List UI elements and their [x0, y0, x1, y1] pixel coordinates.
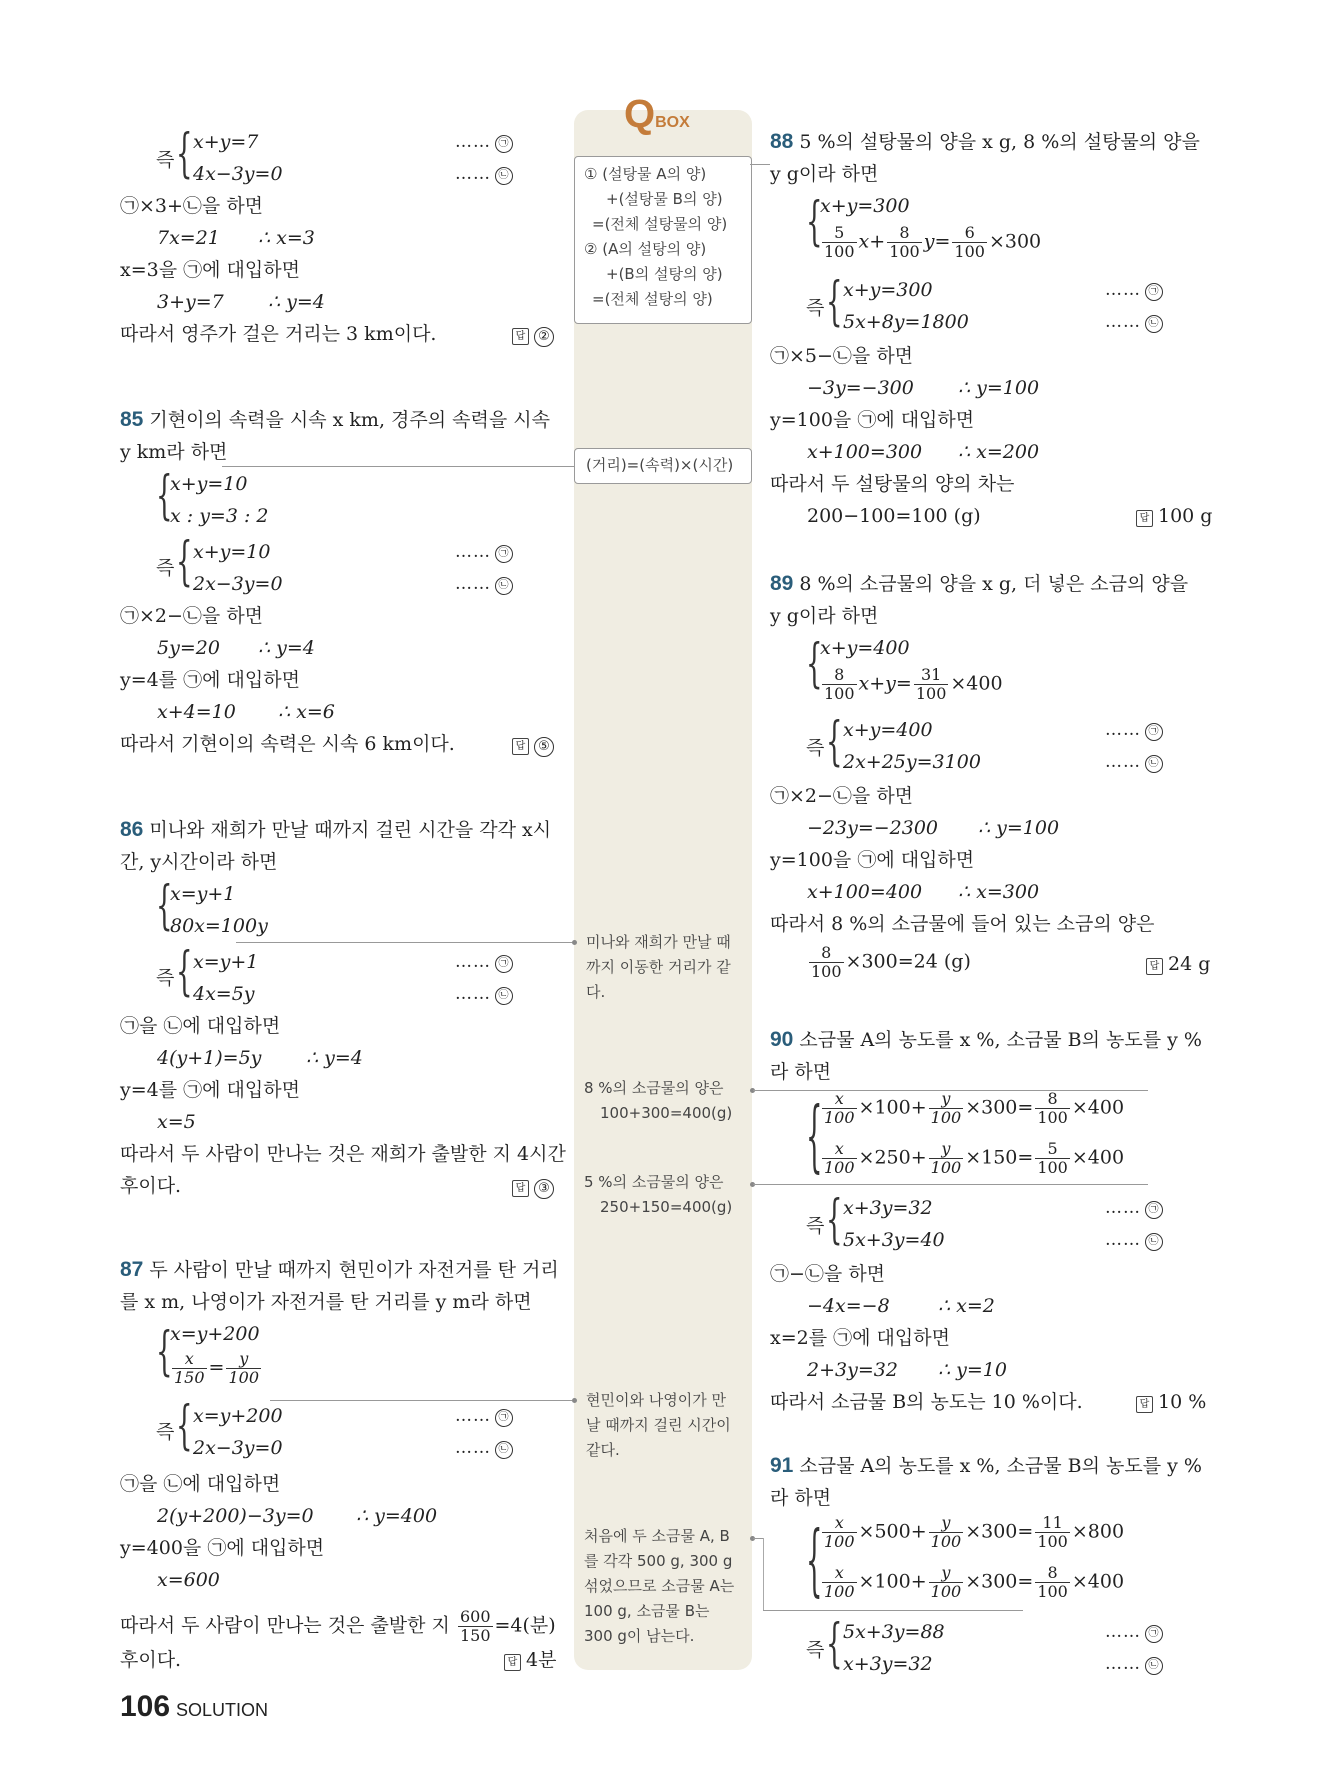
answer: 답 10 % [1136, 1390, 1206, 1414]
solution-step: x=3을 ㉠에 대입하면 [120, 259, 300, 281]
solution-step: ∴ y=4 [306, 1047, 363, 1069]
note-text: 같다. [586, 1441, 620, 1459]
conclusion: 따라서 두 사람이 만나는 것은 재희가 출발한 지 4시간 [120, 1143, 566, 1165]
brace: { [806, 1516, 823, 1606]
solution-step: −3y=−300 [807, 377, 914, 399]
sys-prefix: 즉 [806, 1215, 825, 1237]
solution-step: x=600 [157, 1569, 220, 1591]
equation: x+y=400 [820, 637, 910, 659]
brace: { [176, 532, 193, 592]
answer-icon: 답 [512, 328, 529, 345]
note-text: =(전체 설탕물의 양) [592, 215, 728, 233]
solution-step: ∴ x=200 [958, 441, 1040, 463]
answer: 답 100 g [1136, 504, 1212, 528]
problem-89-statement: y g이라 하면 [770, 605, 879, 627]
equation: 2x−3y=0 [193, 573, 283, 595]
connector-dot [572, 940, 577, 945]
solution-step: ∴ y=100 [978, 817, 1060, 839]
problem-89-statement: 89 8 %의 소금물의 양을 x g, 더 넣은 소금의 양을 [770, 572, 1189, 595]
problem-85-statement: y km라 하면 [120, 441, 228, 463]
solution-step: 3+y=7 [157, 291, 224, 313]
problem-88-statement: y g이라 하면 [770, 163, 879, 185]
answer-icon: 답 [1136, 510, 1153, 527]
problem-88-statement: 88 5 %의 설탕물의 양을 x g, 8 %의 설탕물의 양을 [770, 130, 1200, 153]
solution-step: ㉠×2−㉡을 하면 [120, 605, 264, 627]
eq-marker: …… ㉡ [1105, 1230, 1163, 1251]
equation: 4x=5y [193, 983, 255, 1005]
note-text: (거리)=(속력)×(시간) [586, 456, 734, 474]
equation: 80x=100y [170, 915, 268, 937]
connector-line [763, 1610, 1023, 1611]
note-text: 날 때까지 걸린 시간이 [586, 1416, 731, 1434]
brace: { [156, 1322, 173, 1382]
eq-marker: …… ㉠ [1105, 1622, 1163, 1643]
equation: x+y=10 [170, 473, 248, 495]
conclusion: 따라서 소금물 B의 농도는 10 %이다. [770, 1391, 1083, 1413]
equation: x=y+200 [170, 1323, 260, 1345]
problem-91-statement: 라 하면 [770, 1487, 832, 1509]
brace: { [806, 192, 823, 252]
equation: x=y+1 [170, 883, 236, 905]
note-text: 까지 이동한 거리가 같 [586, 958, 731, 976]
eq-marker: …… ㉠ [1105, 1198, 1163, 1219]
conclusion: 따라서 두 사람이 만나는 것은 출발한 지 $\frac{600}{150}$ =4(분) [120, 1607, 556, 1645]
note-text: 5 %의 소금물의 양은 [584, 1173, 724, 1191]
answer: 답 24 g [1146, 952, 1210, 976]
brace: { [176, 942, 193, 1002]
problem-87-statement: 87 두 사람이 만날 때까지 현민이가 자전거를 탄 거리 [120, 1258, 559, 1281]
connector-line [236, 942, 572, 943]
eq-marker: …… ㉡ [455, 984, 513, 1005]
eq-marker: …… ㉡ [1105, 1654, 1163, 1675]
conclusion: 후이다. [120, 1175, 182, 1197]
solution-step: y=100을 ㉠에 대입하면 [770, 409, 975, 431]
solution-step: x=5 [157, 1111, 196, 1133]
equation-fraction: $\frac{5}{100}$ x+ $\frac{8}{100}$ y= $\frac{6}{100}$ ×300 [824, 223, 1042, 261]
connector-line [763, 1538, 764, 1610]
equation: 2x+25y=3100 [843, 751, 981, 773]
equation: 5x+8y=1800 [843, 311, 969, 333]
brace: { [806, 1092, 823, 1182]
connector-line [750, 164, 770, 165]
answer-icon: 답 [512, 738, 529, 755]
sys-prefix: 즉 [806, 1639, 825, 1661]
problem-87-statement: 를 x m, 나영이가 자전거를 탄 거리를 y m라 하면 [120, 1291, 532, 1313]
solution-step: ∴ y=400 [356, 1505, 438, 1527]
note-text: =(전체 설탕의 양) [592, 290, 713, 308]
equation-fraction: $\frac{x}{150}$ = $\frac{y}{100}$ [174, 1349, 260, 1387]
solution-step: ∴ y=4 [258, 637, 315, 659]
note-text: ① (설탕물 A의 양) [584, 165, 707, 183]
equation: x+y=300 [820, 195, 910, 217]
problem-86-statement: 간, y시간이라 하면 [120, 851, 278, 873]
note-text: 섞었으므로 소금물 A는 [584, 1577, 735, 1595]
solution-step: −4x=−8 [807, 1295, 890, 1317]
eq-marker: …… ㉡ [455, 1438, 513, 1459]
conclusion: 따라서 기현이의 속력은 시속 6 km이다. [120, 733, 455, 755]
footer-label: SOLUTION [176, 1700, 269, 1720]
eq-marker: …… ㉠ [1105, 280, 1163, 301]
page-number: 106 [120, 1690, 171, 1723]
problem-85-statement: 85 기현이의 속력을 시속 x km, 경주의 속력을 시속 [120, 408, 550, 431]
solution-step: 7x=21 [157, 227, 220, 249]
equation: x+y=7 [193, 131, 259, 153]
problem-90-statement: 90 소금물 A의 농도를 x %, 소금물 B의 농도를 y % [770, 1028, 1202, 1051]
note-text: 300 g이 남는다. [584, 1627, 695, 1645]
brace: { [176, 124, 193, 184]
equation: x+y=400 [843, 719, 933, 741]
equation: x+y=10 [193, 541, 271, 563]
solution-step: ㉠−㉡을 하면 [770, 1263, 886, 1285]
eq-marker: …… ㉠ [455, 542, 513, 563]
equation: x+y=300 [843, 279, 933, 301]
solution-step: y=4를 ㉠에 대입하면 [120, 1079, 300, 1101]
connector-line [753, 1538, 763, 1539]
equation: 4x−3y=0 [193, 163, 283, 185]
solution-step: 4(y+1)=5y [157, 1047, 262, 1069]
brace: { [826, 712, 843, 772]
solution-step: ∴ y=4 [268, 291, 325, 313]
answer: 답 ⑤ [512, 732, 554, 757]
connector-line [270, 1400, 572, 1401]
connector-line [222, 466, 574, 467]
equation-fraction: $\frac{8}{100}$ x+y= $\frac{31}{100}$ ×400 [824, 665, 1003, 703]
solution-step: 5y=20 [157, 637, 220, 659]
eq-marker: …… ㉠ [1105, 720, 1163, 741]
eq-marker: …… ㉠ [455, 1406, 513, 1427]
equation: 2x−3y=0 [193, 1437, 283, 1459]
solution-step: ∴ x=6 [278, 701, 335, 723]
solution-step: y=100을 ㉠에 대입하면 [770, 849, 975, 871]
answer-icon: 답 [1136, 1396, 1153, 1413]
solution-step: 2+3y=32 [807, 1359, 898, 1381]
eq-marker: …… ㉡ [1105, 312, 1163, 333]
qbox-logo: QBOX [624, 92, 690, 136]
solution-step: ㉠×5−㉡을 하면 [770, 345, 914, 367]
equation: x=y+1 [193, 951, 259, 973]
connector-dot [572, 1398, 577, 1403]
note-text: ② (A의 설탕의 양) [584, 240, 707, 258]
brace: { [826, 272, 843, 332]
note-text: 100+300=400(g) [600, 1104, 733, 1122]
note-text: 현민이와 나영이가 만 [586, 1391, 726, 1409]
eq-marker: …… ㉡ [455, 164, 513, 185]
solution-step: ㉠×2−㉡을 하면 [770, 785, 914, 807]
note-text: 다. [586, 983, 606, 1001]
conclusion: $\frac{8}{100}$ ×300=24 (g) [811, 943, 971, 981]
problem-86-statement: 86 미나와 재희가 만날 때까지 걸린 시간을 각각 x시 [120, 818, 552, 841]
brace: { [826, 1614, 843, 1674]
eq-marker: …… ㉡ [1105, 752, 1163, 773]
solution-step: −23y=−2300 [807, 817, 939, 839]
note-text: 를 각각 500 g, 300 g [584, 1552, 733, 1570]
brace: { [176, 1396, 193, 1456]
sys-prefix: 즉 [806, 297, 825, 319]
problem-90-statement: 라 하면 [770, 1061, 832, 1083]
solution-step: x+100=300 [807, 441, 923, 463]
answer: 답 4분 [504, 1648, 556, 1672]
note-text: 100 g, 소금물 B는 [584, 1602, 710, 1620]
solution-step: ∴ y=10 [938, 1359, 1007, 1381]
sys-prefix: 즉 [156, 149, 175, 171]
sys-prefix: 즉 [156, 557, 175, 579]
answer-icon: 답 [504, 1654, 521, 1671]
solution-step: ㉠을 ㉡에 대입하면 [120, 1473, 281, 1495]
conclusion: 따라서 영주가 걸은 거리는 3 km이다. [120, 323, 437, 345]
solution-step: x+4=10 [157, 701, 236, 723]
brace: { [806, 634, 823, 694]
sys-prefix: 즉 [156, 1421, 175, 1443]
equation-fraction: $\frac{x}{100}$ ×100+ $\frac{y}{100}$ ×300= $\frac{8}{100}$ ×400 [824, 1563, 1125, 1601]
answer-icon: 답 [1146, 958, 1163, 975]
solution-step: ∴ x=3 [258, 227, 315, 249]
solution-step: ∴ x=2 [938, 1295, 995, 1317]
note-text: +(B의 설탕의 양) [606, 265, 723, 283]
sys-prefix: 즉 [156, 967, 175, 989]
note-text: 처음에 두 소금물 A, B [584, 1527, 730, 1545]
conclusion: 200−100=100 (g) [807, 505, 981, 527]
equation-fraction: $\frac{x}{100}$ ×250+ $\frac{y}{100}$ ×150= $\frac{5}{100}$ ×400 [824, 1139, 1125, 1177]
equation-fraction: $\frac{x}{100}$ ×100+ $\frac{y}{100}$ ×300= $\frac{8}{100}$ ×400 [824, 1089, 1125, 1127]
solution-step: y=4를 ㉠에 대입하면 [120, 669, 300, 691]
connector-line [753, 1184, 1148, 1185]
brace: { [156, 466, 173, 526]
note-text: 8 %의 소금물의 양은 [584, 1079, 724, 1097]
equation: 5x+3y=88 [843, 1621, 945, 1643]
note-text: 250+150=400(g) [600, 1198, 733, 1216]
conclusion: 따라서 두 설탕물의 양의 차는 [770, 473, 1015, 495]
solution-step: ∴ x=300 [958, 881, 1040, 903]
conclusion: 후이다. [120, 1649, 182, 1671]
answer: 답 ② [512, 322, 554, 347]
solution-step: 2(y+200)−3y=0 [157, 1505, 314, 1527]
equation: 5x+3y=40 [843, 1229, 945, 1251]
brace: { [156, 876, 173, 936]
conclusion: 따라서 8 %의 소금물에 들어 있는 소금의 양은 [770, 913, 1155, 935]
note-text: +(설탕물 B의 양) [606, 190, 723, 208]
solution-step: x+100=400 [807, 881, 923, 903]
eq-marker: …… ㉠ [455, 952, 513, 973]
solution-step: ∴ y=100 [958, 377, 1040, 399]
solution-step: x=2를 ㉠에 대입하면 [770, 1327, 950, 1349]
equation: x+3y=32 [843, 1653, 933, 1675]
eq-marker: …… ㉡ [455, 574, 513, 595]
eq-marker: …… ㉠ [455, 132, 513, 153]
equation-fraction: $\frac{x}{100}$ ×500+ $\frac{y}{100}$ ×300= $\frac{11}{100}$ ×800 [824, 1513, 1125, 1551]
solution-step: ㉠×3+㉡을 하면 [120, 195, 264, 217]
answer-icon: 답 [512, 1180, 529, 1197]
solution-step: ㉠을 ㉡에 대입하면 [120, 1015, 281, 1037]
sys-prefix: 즉 [806, 737, 825, 759]
solution-step: y=400을 ㉠에 대입하면 [120, 1537, 325, 1559]
note-text: 미나와 재희가 만날 때 [586, 933, 731, 951]
brace: { [826, 1190, 843, 1250]
answer: 답 ③ [512, 1174, 554, 1199]
equation: x : y=3 : 2 [170, 505, 269, 527]
equation: x+3y=32 [843, 1197, 933, 1219]
equation: x=y+200 [193, 1405, 283, 1427]
problem-91-statement: 91 소금물 A의 농도를 x %, 소금물 B의 농도를 y % [770, 1454, 1202, 1477]
